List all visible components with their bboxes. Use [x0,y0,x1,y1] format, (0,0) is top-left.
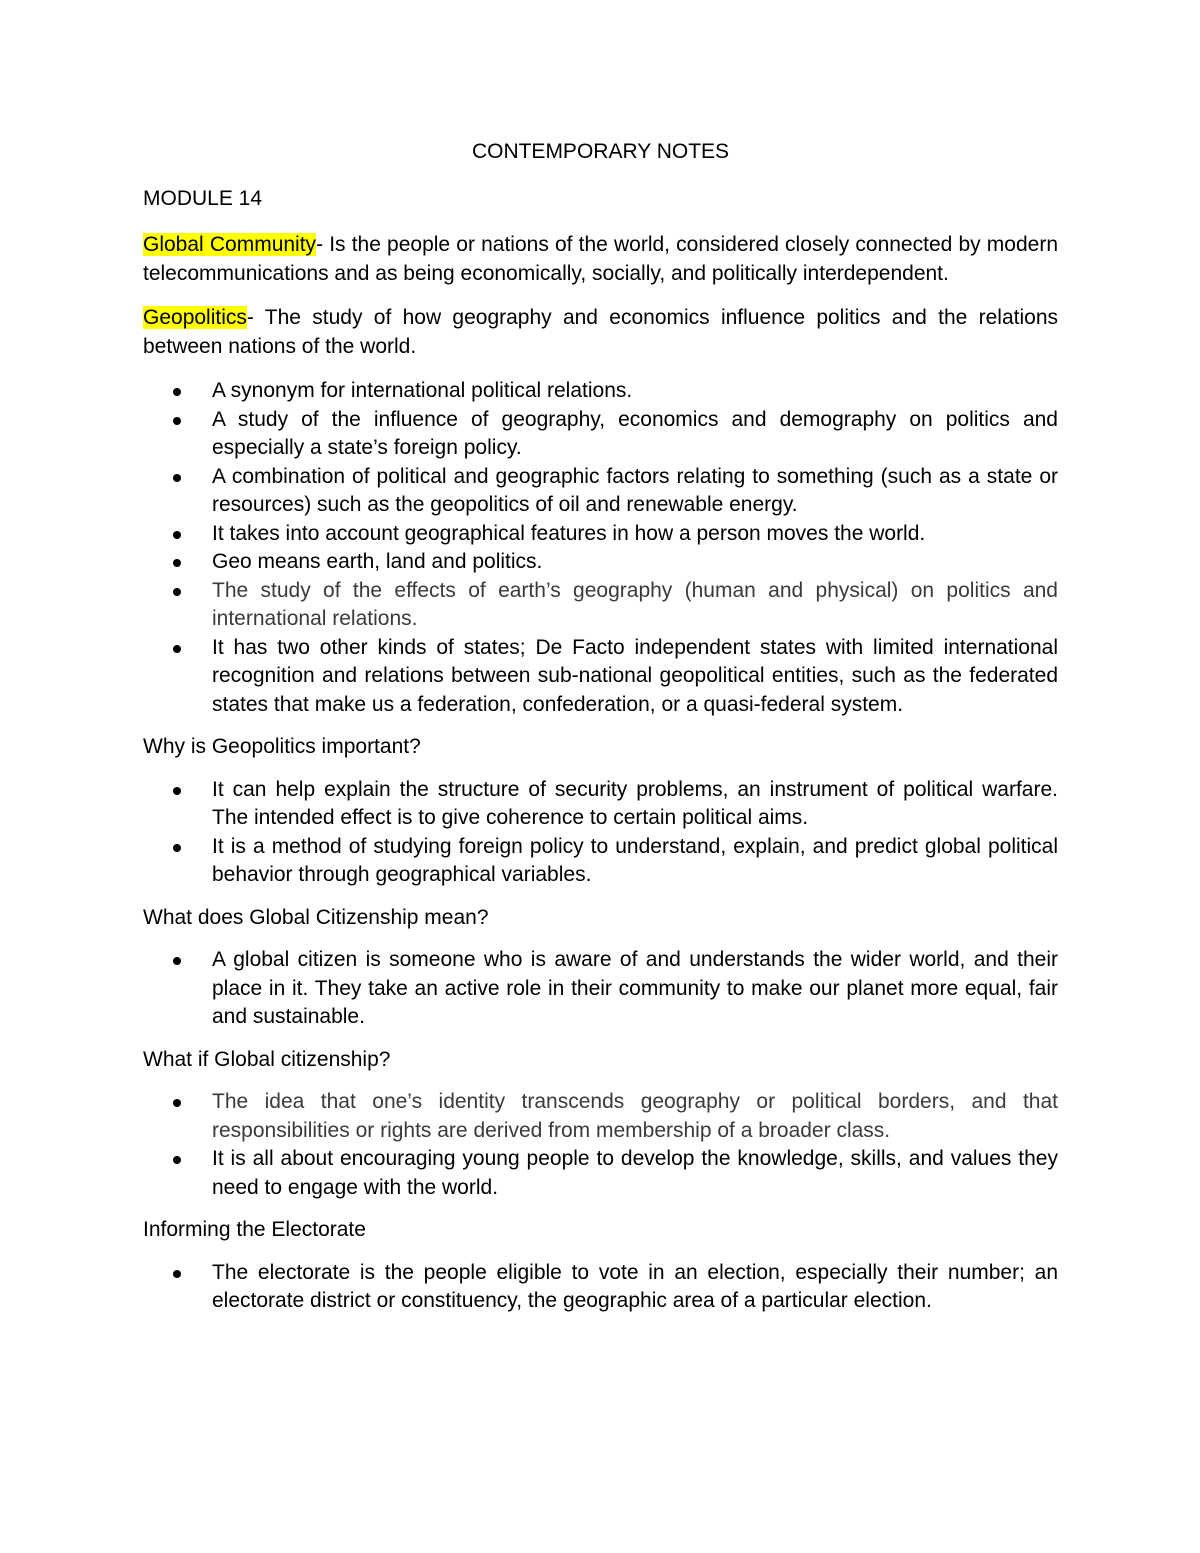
list-item-text: A synonym for international political relations. [212,379,633,402]
why-geopolitics-bullet-list [143,776,1058,890]
what-if-global-citizenship-bullet-list [143,1088,1058,1202]
geopolitics-definition [143,304,1058,361]
list-item [143,776,1058,833]
bullet-icon [173,531,181,539]
list-item-text: The idea that one’s identity transcends geography or political borders, and that responsibilities or rights are derived from membership of a broader class. [212,1090,1058,1142]
bullet-icon [173,787,181,795]
list-item [143,634,1058,720]
bullet-icon [173,388,181,396]
document-page [143,138,1058,1330]
list-item-text: A study of the influence of geography, economics and demography on politics and especially a state’s foreign policy. [212,407,1058,459]
list-item-text: It has two other kinds of states; De Facto independent states with limited international recognition and relations between sub-national geopolitical entities, such as the federated states that make us a federation, confederation, or a quasi-federal system. [212,635,1058,716]
geopolitics-text: - The study of how geography and economics influence politics and the relations between nations of the world. [143,306,1058,358]
section-heading-global-citizenship-meaning: What does Global Citizenship mean? [143,905,489,929]
bullet-icon [173,588,181,596]
bullet-icon [173,957,181,965]
list-item [143,1088,1058,1145]
section-heading-why-geopolitics: Why is Geopolitics important? [143,735,421,758]
list-item-text: A combination of political and geographic factors relating to something (such as a state or resources) such as the geopolitics of oil and renewable energy. [212,464,1058,516]
list-item [143,577,1058,634]
bullet-icon [173,1099,181,1107]
list-item [143,548,1058,577]
list-item [143,520,1058,549]
geopolitics-term: Geopolitics [143,306,247,329]
list-item-text: The study of the effects of earth’s geography (human and physical) on politics and international relations. [212,578,1058,630]
section-heading-informing-electorate: Informing the Electorate [143,1218,366,1241]
bullet-icon [173,844,181,852]
list-item-text: It takes into account geographical features in how a person moves the world. [212,521,926,545]
module-label: MODULE 14 [143,186,263,210]
list-item-text: It is a method of studying foreign policy to understand, explain, and predict global political behavior through geographical variables. [212,834,1058,886]
list-item [143,1145,1058,1202]
bullet-icon [173,645,181,653]
geopolitics-bullet-list [143,377,1058,719]
list-item-text: The electorate is the people eligible to vote in an election, especially their number; an electorate district or constituency, the geographic area of a particular election. [212,1260,1058,1312]
list-item-text: It is all about encouraging young people to develop the knowledge, skills, and values they need to engage with the world. [212,1147,1058,1199]
global-community-text: - Is the people or nations of the world, considered closely connected by modern telecommunications and as being economically, socially, and politically interdependent. [143,233,1058,285]
list-item [143,463,1058,520]
list-item-text: A global citizen is someone who is aware of and understands the wider world, and their place in it. They take an active role in their community to make our planet more equal, fair and sustainable. [212,948,1058,1028]
document-title: CONTEMPORARY NOTES [471,140,730,163]
bullet-icon [173,1270,181,1278]
list-item-text: It can help explain the structure of security problems, an instrument of political warfare. The intended effect is to give coherence to certain political aims. [212,777,1058,829]
list-item [143,406,1058,463]
list-item [143,946,1058,1032]
list-item [143,833,1058,890]
bullet-icon [173,1156,181,1164]
global-community-term: Global Community [143,233,317,256]
list-item [143,1259,1058,1316]
bullet-icon [173,559,181,567]
informing-electorate-bullet-list [143,1259,1058,1316]
global-citizenship-meaning-bullet-list [143,946,1058,1032]
list-item [143,377,1058,406]
list-item-text: Geo means earth, land and politics. [212,550,543,573]
bullet-icon [173,474,181,482]
section-heading-what-if-global-citizenship: What if Global citizenship? [143,1047,391,1071]
bullet-icon [173,417,181,425]
global-community-definition [143,231,1058,288]
